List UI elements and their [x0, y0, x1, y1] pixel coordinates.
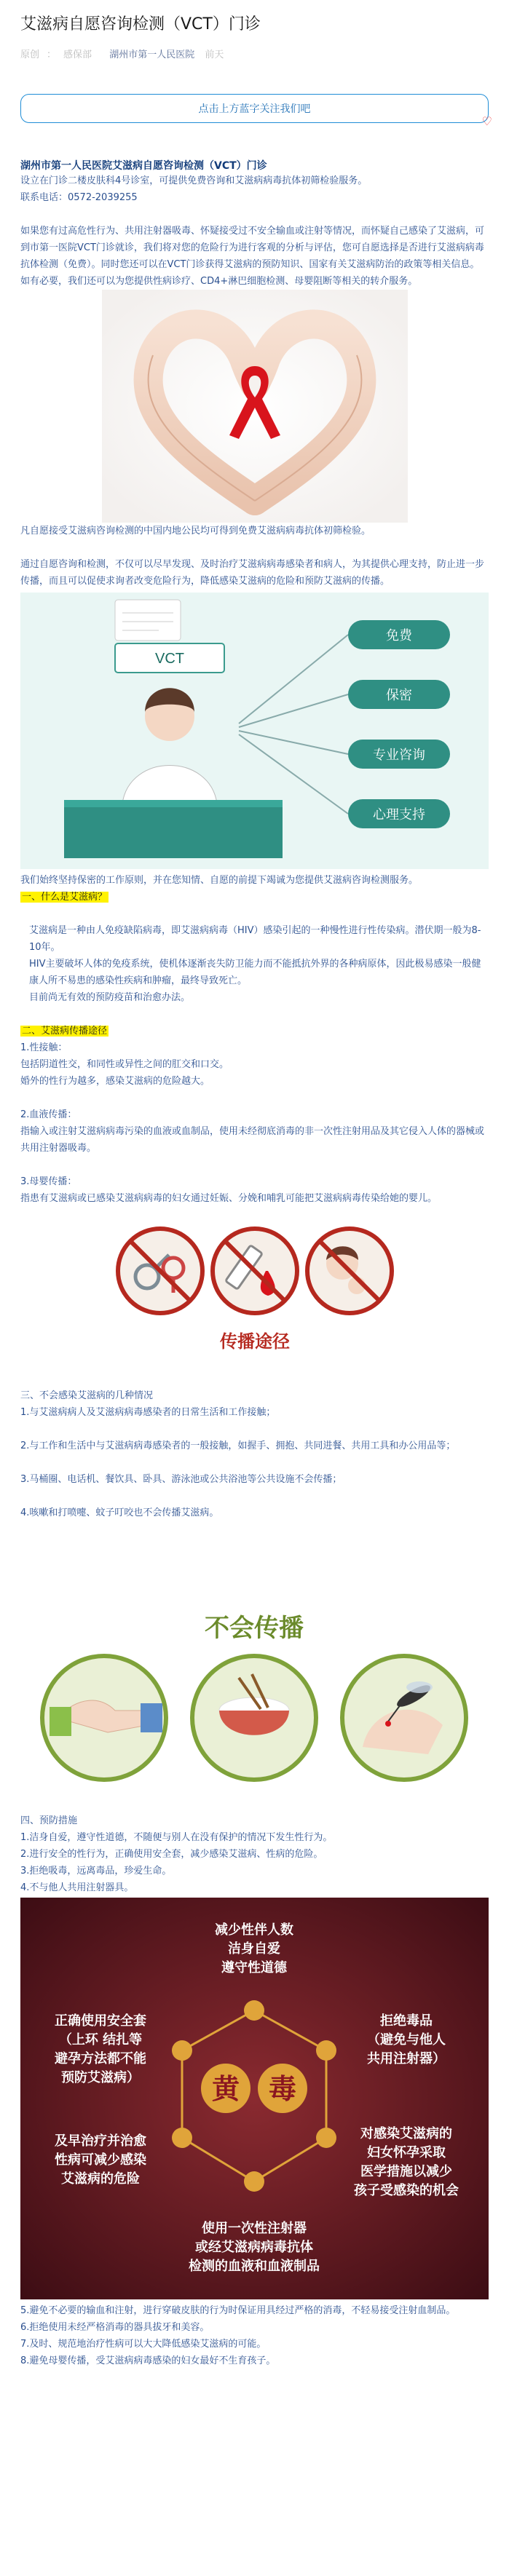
- poster-line: 妇女怀孕采取: [367, 2145, 446, 2160]
- s3-item-3: 3.马桶圈、电话机、餐饮具、卧具、游泳池或公共浴池等公共设施不会传播；: [20, 1474, 342, 1485]
- poster-line: 及早治疗并治愈: [55, 2133, 146, 2149]
- service-counseling-label: 专业咨询: [373, 748, 425, 763]
- section4-heading: 四、预防措施: [20, 1815, 78, 1826]
- section1-p3: 目前尚无有效的预防疫苗和治愈办法。: [29, 992, 191, 1003]
- s4-item-3: 3.拒绝吸毒，远离毒品，珍爱生命。: [20, 1866, 172, 1876]
- poster-line: （上环 结扎等: [58, 2032, 143, 2048]
- heart-hands-image: [102, 290, 408, 523]
- section1-p1: 艾滋病是一种由人免疫缺陷病毒，即艾滋病病毒（HIV）感染引起的一种慢性进行性传染病。潜伏期一般为8-10年。: [29, 925, 481, 953]
- transmission-routes-image: [102, 1220, 408, 1366]
- service-psych-label: 心理支持: [373, 807, 425, 823]
- section1-heading: 一、什么是艾滋病？: [22, 892, 108, 903]
- blood-syringe-icon: [213, 1229, 297, 1313]
- not-transmitted-caption: 不会传播: [205, 1614, 304, 1643]
- poster-line: （避免与他人: [367, 2032, 446, 2048]
- poster-line: 遵守性道德: [221, 1960, 287, 1975]
- s2-text-1: 包括阴道性交，和同性或异性之间的肛交和口交。: [20, 1059, 229, 1070]
- poster-line: 共用注射器）: [367, 2051, 446, 2066]
- intro-heading: 湖州市第一人民医院艾滋病自愿咨询检测（VCT）门诊: [20, 160, 267, 172]
- center-du: 毒: [268, 2072, 297, 2105]
- article-title: 艾滋病自愿咨询检测（VCT）门诊: [20, 15, 261, 33]
- s4-item-4: 4.不与他人共用注射器具。: [20, 1882, 134, 1893]
- vct-sign: VCT: [155, 651, 184, 667]
- follow-banner[interactable]: [20, 94, 492, 128]
- mosquito-icon: [342, 1656, 466, 1780]
- s3-item-4: 4.咳嗽和打喷嚏、蚊子叮咬也不会传播艾滋病。: [20, 1507, 219, 1518]
- s2-title-2: 2.血液传播：: [20, 1109, 77, 1120]
- s4-item-7: 7.及时、规范地治疗性病可以大大降低感染艾滋病的可能。: [20, 2339, 267, 2350]
- s2-text-1b: 婚外的性行为越多，感染艾滋病的危险越大。: [20, 1076, 210, 1087]
- original-tag: 原创 ： 感保部: [20, 49, 92, 60]
- intro-free-test: 凡自愿接受艾滋病咨询检测的中国内地公民均可得到免费艾滋病病毒抗体初筛检验。: [20, 526, 371, 536]
- s2-text-3: 指患有艾滋病或已感染艾滋病病毒的妇女通过妊娠、分娩和哺乳可能把艾滋病病毒传染给她的婴儿。: [20, 1193, 438, 1204]
- rice-bowl-icon: [192, 1656, 316, 1780]
- poster-line: 拒绝毒品: [380, 2013, 433, 2029]
- poster-line: 或经艾滋病病毒抗体: [195, 2240, 313, 2255]
- s2-title-3: 3.母婴传播：: [20, 1176, 77, 1187]
- intro-phone: 联系电话：0572-2039255: [20, 192, 138, 203]
- s4-item-8: 8.避免母婴传播，受艾滋病病毒感染的妇女最好不生育孩子。: [20, 2355, 276, 2366]
- intro-benefits: 通过自愿咨询和检测，不仅可以尽早发现、及时治疗艾滋病病毒感染者和病人，为其提供心理支持，防止进一步传播，而且可以促使求询者改变危险行为，降低感染艾滋病的危险和预防艾滋病的传播。: [20, 559, 485, 587]
- poster-line: 检测的血液和血液制品: [189, 2259, 320, 2274]
- poster-line: 艾滋病的危险: [61, 2171, 140, 2187]
- poster-line: 避孕方法都不能: [55, 2051, 146, 2066]
- section3-heading: 三、不会感染艾滋病的几种情况: [20, 1390, 154, 1401]
- service-free-label: 免费: [386, 628, 412, 643]
- s4-item-2: 2.进行安全的性行为，正确使用安全套，减少感染艾滋病、性病的危险。: [20, 1849, 323, 1860]
- s3-item-2: 2.与工作和生活中与艾滋病病毒感染者的一般接触，如握手、拥抱、共同进餐、共用工具和办公用品等；: [20, 1440, 456, 1451]
- follow-text: 点击上方蓝字关注我们吧: [198, 103, 311, 115]
- poster-line: 对感染艾滋病的: [360, 2126, 452, 2141]
- intro-location: 设立在门诊二楼皮肤科4号诊室，可提供免费咨询和艾滋病病毒抗体初筛检验服务。: [20, 175, 368, 186]
- s4-item-6: 6.拒绝使用未经严格消毒的器具拔牙和美容。: [20, 2322, 210, 2333]
- publish-time: 前天: [205, 49, 224, 60]
- s3-item-1: 1.与艾滋病病人及艾滋病病毒感染者的日常生活和工作接触；: [20, 1407, 276, 1418]
- poster-line: 预防艾滋病）: [61, 2070, 140, 2085]
- poster-bottom: [189, 2220, 320, 2274]
- s4-item-5: 5.避免不必要的输血和注射，进行穿破皮肤的行为时保证用具经过严格的消毒，不轻易接受注射血制品。: [20, 2305, 456, 2316]
- s2-title-1: 1.性接触：: [20, 1042, 68, 1053]
- prevention-poster: [20, 1898, 489, 2299]
- section1-p2: HIV主要破坏人体的免疫系统，使机体逐渐丧失防卫能力而不能抵抗外界的各种病原体，因此极易感染一般健康人所不易患的感染性疾病和肿瘤，最终导致死亡。: [29, 959, 481, 986]
- poster-line: 减少性伴人数: [215, 1922, 293, 1938]
- poster-line: 使用一次性注射器: [202, 2221, 307, 2236]
- mother-child-icon: [307, 1229, 392, 1313]
- handshake-icon: [42, 1656, 166, 1780]
- sexual-contact-icon: [118, 1229, 202, 1313]
- confidential-note: 我们始终坚持保密的工作原则，并在您知情、自愿的前提下竭诚为您提供艾滋病咨询检测服务。: [20, 875, 419, 886]
- poster-line: 正确使用安全套: [55, 2013, 146, 2029]
- service-confidential-label: 保密: [386, 688, 412, 703]
- poster-left-2: [55, 2133, 146, 2187]
- center-huang: 黄: [211, 2072, 240, 2105]
- poster-line: 洁身自爱: [228, 1941, 280, 1957]
- vct-services-image: [20, 593, 489, 869]
- account-link[interactable]: 湖州市第一人民医院: [109, 49, 195, 60]
- article-meta: [20, 47, 489, 60]
- section2-heading: 二、艾滋病传播途径: [22, 1026, 108, 1037]
- poster-line: 医学措施以减少: [360, 2164, 452, 2179]
- intro-paragraph: 如果您有过高危性行为、共用注射器吸毒、怀疑接受过不安全输血或注射等情况，而怀疑自己感染了艾滋病，可到市第一医院VCT门诊就诊，我们将对您的危险行为进行客观的分析与评估，您可自愿选择是否进行艾滋病病毒抗体检测（免费）。同时您还可以在VCT门诊获得艾滋病的预防知识、国家有关艾滋病防治的政策等相关信息。如有必要，我们还可以为您提供性病诊疗、CD4+淋巴细胞检测、母婴阻断等相关的转介服务。: [20, 226, 485, 287]
- poster-line: 性病可减少感染: [55, 2152, 146, 2168]
- poster-line: 孩子受感染的机会: [354, 2183, 459, 2198]
- s2-text-2: 指输入或注射艾滋病病毒污染的血液或血制品，使用未经彻底消毒的非一次性注射用品及其它侵入人体的器械或共用注射器吸毒。: [20, 1126, 485, 1154]
- heart-icon: ♡: [481, 114, 492, 128]
- transmission-caption: 传播途径: [219, 1331, 290, 1352]
- not-transmitted-image: [20, 1601, 489, 1791]
- s4-item-1: 1.洁身自爱，遵守性道德，不随便与别人在没有保护的情况下发生性行为。: [20, 1832, 333, 1843]
